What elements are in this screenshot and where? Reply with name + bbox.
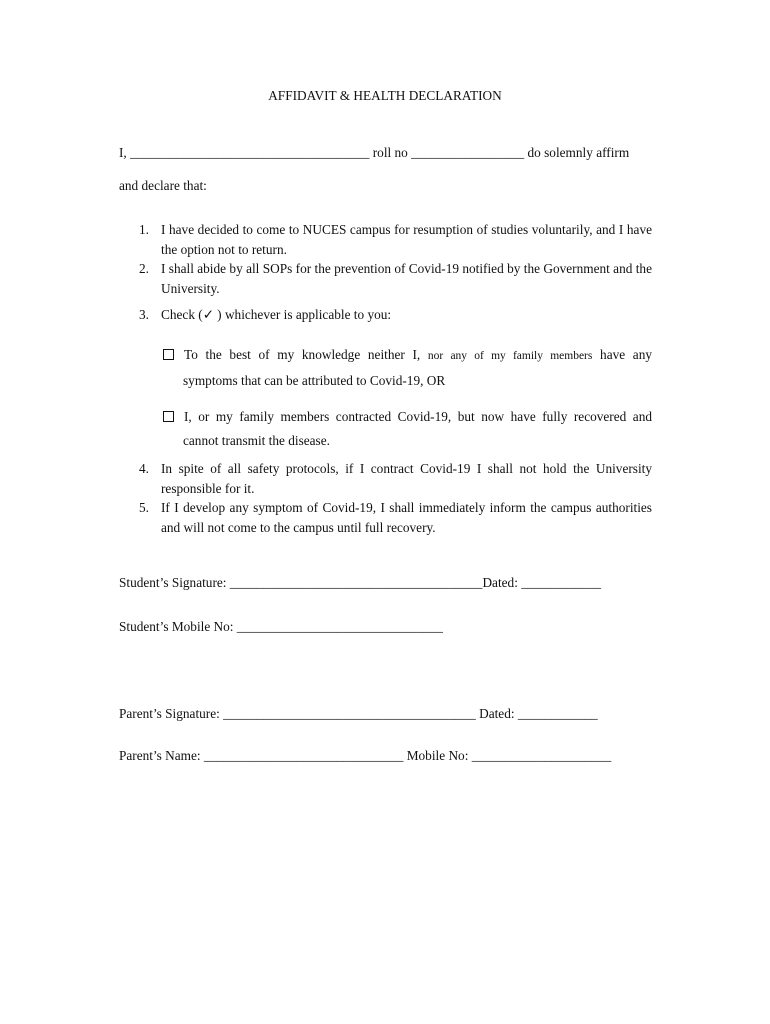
item-number: 3. <box>139 307 149 322</box>
option-text-part: nor any of my family members <box>427 350 593 362</box>
item-text: I shall abide by all SOPs for the prevention of Covid-19 notified by the Government and the University. <box>161 261 652 296</box>
option-text <box>184 345 652 366</box>
student-mobile-field[interactable]: Student’s Mobile No: _______________________________ <box>119 619 443 634</box>
option-no-symptoms <box>163 345 652 390</box>
document-title: AFFIDAVIT & HEALTH DECLARATION <box>268 88 502 103</box>
option-text-continued: cannot transmit the disease. <box>183 433 330 448</box>
list-item <box>139 498 652 537</box>
parent-name-field[interactable]: Parent’s Name: ______________________________ Mobile No: _____________________ <box>119 748 612 763</box>
list-item <box>139 305 652 325</box>
item-text: Check (✓ ) whichever is applicable to you: <box>161 307 392 322</box>
intro-line-continued: and declare that: <box>119 178 207 193</box>
item-text: In spite of all safety protocols, if I contract Covid-19 I shall not hold the University responsible for it. <box>161 461 652 496</box>
list-item <box>139 459 652 498</box>
option-recovered <box>163 407 652 450</box>
item-text: If I develop any symptom of Covid-19, I shall immediately inform the campus authorities and will not come to the campus until full recovery. <box>161 500 652 535</box>
option-text-part: To the best of my knowledge neither I, <box>184 347 421 362</box>
declaration-list <box>139 220 652 325</box>
list-item <box>139 259 652 298</box>
checkbox-no-symptoms[interactable] <box>163 349 174 360</box>
option-text-part: have any <box>600 347 653 362</box>
intro-line: I, ____________________________________ roll no _________________ do solemnly affirm <box>119 145 630 160</box>
item-number: 4. <box>139 461 149 476</box>
checkbox-recovered[interactable] <box>163 411 174 422</box>
item-number: 5. <box>139 500 149 515</box>
declaration-list-continued <box>139 459 652 537</box>
item-number: 2. <box>139 261 149 276</box>
parent-signature-field[interactable]: Parent’s Signature: ______________________________________ Dated: ____________ <box>119 706 598 721</box>
list-item <box>139 220 652 259</box>
student-signature-field[interactable]: Student’s Signature: ______________________________________Dated: ____________ <box>119 575 601 590</box>
option-text-continued: symptoms that can be attributed to Covid-19, OR <box>183 373 446 388</box>
item-number: 1. <box>139 222 149 237</box>
item-text: I have decided to come to NUCES campus for resumption of studies voluntarily, and I have the option not to return. <box>161 222 652 257</box>
option-text: I, or my family members contracted Covid-19, but now have fully recovered and <box>184 409 652 424</box>
